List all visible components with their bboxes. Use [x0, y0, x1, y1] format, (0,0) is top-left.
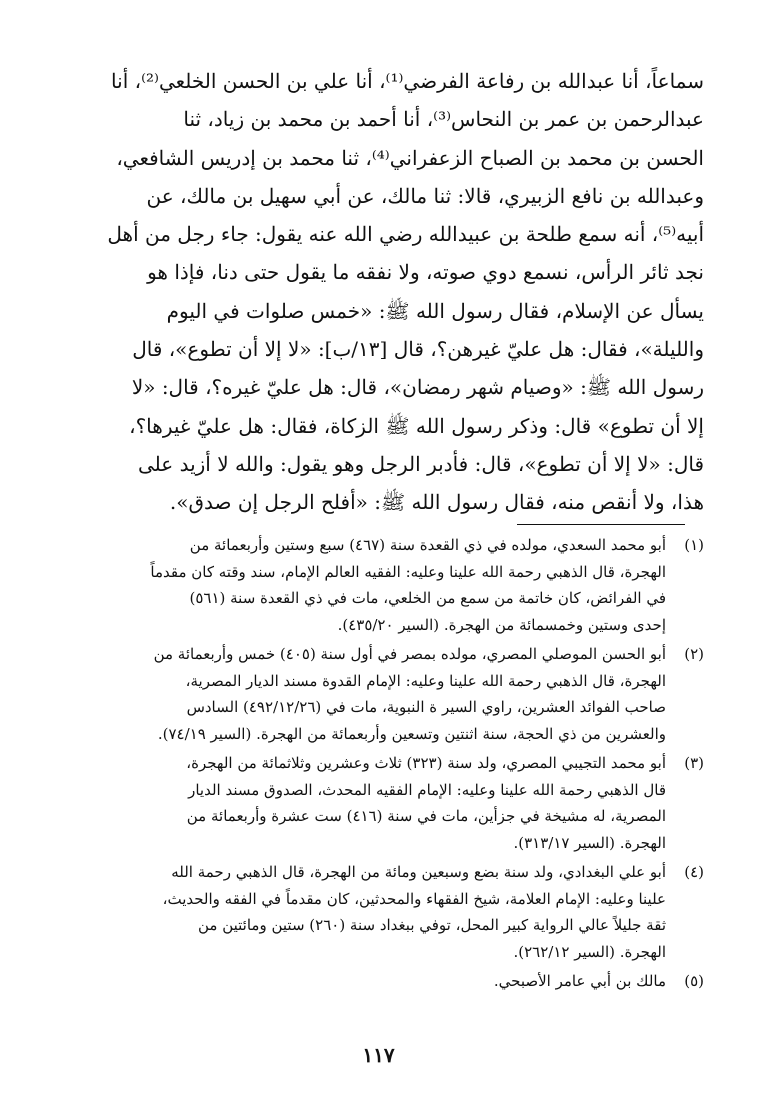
- footnotes: [72, 532, 704, 998]
- footnote-line: الهجرة. (السير ٢٦٢/١٢).: [513, 942, 666, 961]
- footnote-line: إحدى وستين وخمسمائة من الهجرة. (السير ٤٣٥/٢٠).: [337, 615, 666, 634]
- footnote-3: [72, 750, 704, 856]
- main-text-line: إلا أن تطوع» قال: وذكر رسول الله ﷺ الزكاة، فقال: هل عليّ غيرها؟،: [129, 413, 704, 438]
- main-text-line: قال: «لا إلا أن تطوع»، قال: فأدبر الرجل وهو يقول: والله لا أزيد على: [137, 451, 704, 476]
- main-text-line: أبيه⁽⁵⁾، أنه سمع طلحة بن عبيدالله رضي الله عنه يقول: جاء رجل من أهل: [107, 222, 704, 247]
- footnote-text: [72, 641, 666, 747]
- footnote-4: [72, 859, 704, 965]
- footnote-number: (١): [684, 536, 704, 554]
- footnote-line: ثقة جليلاً عالي الرواية كبير المحل، توفي ببغداد سنة (٢٦٠) ستين ومائتين من: [197, 916, 666, 934]
- footnote-line: أبو الحسن الموصلي المصري، مولده بمصر في أول سنة (٤٠٥) خمس وأربعمائة من: [153, 645, 666, 663]
- footnote-number: (٤): [684, 863, 704, 881]
- footnote-line: أبو محمد التجيبي المصري، ولد سنة (٣٢٣) ثلاث وعشرين وثلاثمائة من الهجرة،: [186, 754, 666, 772]
- footnote-line: قال الذهبي رحمة الله علينا وعليه: الإمام الفقيه المحدث، الصدوق مسند الديار: [188, 780, 666, 799]
- main-text-line: يسأل عن الإسلام، فقال رسول الله ﷺ: «خمس صلوات في اليوم: [166, 298, 704, 323]
- footnote-number: (٣): [684, 754, 704, 772]
- footnote-1: [72, 532, 704, 638]
- footnote-line: المصرية، له مشيخة في جزأين، مات في سنة (٤١٦) ست عشرة وأربعمائة من: [186, 807, 666, 825]
- main-text-line: نجد ثائر الرأس، نسمع دوي صوته، ولا نفقه ما يقول حتى دنا، فإذا هو: [147, 260, 704, 285]
- page-number: ١١٧: [362, 1043, 395, 1067]
- footnote-line: الهجرة، قال الذهبي رحمة الله علينا وعليه: الفقيه العالم الإمام، سند وقته كان مقدماً: [150, 562, 666, 581]
- footnote-line: أبو محمد السعدي، مولده في ذي القعدة سنة (٤٦٧) سبع وستين وأربعمائة من: [189, 536, 666, 554]
- main-text-line: والليلة»، فقال: هل عليّ غيرهن؟، قال [١٣/ب]: «لا إلا أن تطوع»، قال: [132, 337, 704, 362]
- footnote-line: أبو علي البغدادي، ولد سنة بضع وسبعين ومائة من الهجرة، قال الذهبي رحمة الله: [171, 863, 666, 881]
- main-text-line: وعبدالله بن نافع الزبيري، قالا: ثنا مالك، عن أبي سهيل بن مالك، عن: [146, 183, 704, 208]
- footnote-text: [72, 532, 666, 638]
- main-text-line: سماعاً، أنا عبدالله بن رفاعة الفرضي⁽¹⁾، أنا علي بن الحسن الخلعي⁽²⁾، أنا: [111, 69, 704, 93]
- footnote-text: [72, 968, 666, 995]
- footnote-line: صاحب الفوائد العشرين، راوي السير ة النبوية، مات في (٤٩٢/١٢/٢٦) السادس: [186, 698, 666, 716]
- main-text: [72, 62, 704, 522]
- main-text-line: هذا، ولا أنقص منه، فقال رسول الله ﷺ: «أفلح الرجل إن صدق».: [169, 490, 704, 515]
- footnote-2: [72, 641, 704, 747]
- footnote-line: الهجرة، قال الذهبي رحمة الله علينا وعليه: الإمام القدوة مسند الديار المصرية،: [185, 671, 666, 690]
- footnote-text: [72, 750, 666, 856]
- footnote-5: [72, 968, 704, 995]
- footnote-text: [72, 859, 666, 965]
- footnote-number: (٥): [684, 972, 704, 990]
- main-text-line: الحسن بن محمد بن الصباح الزعفراني⁽⁴⁾، ثنا محمد بن إدريس الشافعي،: [116, 145, 704, 170]
- footnote-line: في الفرائض، كان خاتمة من سمع من الخلعي، مات في ذي القعدة سنة (٥٦١): [189, 589, 666, 607]
- footnote-line: مالك بن أبي عامر الأصبحي.: [493, 972, 666, 990]
- footnote-line: علينا وعليه: الإمام العلامة، شيخ الفقهاء والمحدثين، كان مقدماً في الفقه والحديث،: [162, 889, 666, 908]
- main-text-line: رسول الله ﷺ: «وصيام شهر رمضان»، قال: هل عليّ غيره؟، قال: «لا: [131, 375, 704, 400]
- footnote-separator: [517, 524, 685, 525]
- footnote-number: (٢): [684, 645, 704, 663]
- footnote-line: والعشرين من ذي الحجة، سنة اثنتين وتسعين وأربعمائة من الهجرة. (السير ٧٤/١٩).: [157, 724, 666, 743]
- main-text-line: عبدالرحمن بن عمر بن النحاس⁽³⁾، أنا أحمد بن محمد بن زياد، ثنا: [183, 107, 704, 132]
- footnote-line: الهجرة. (السير ٣١٣/١٧).: [513, 833, 666, 852]
